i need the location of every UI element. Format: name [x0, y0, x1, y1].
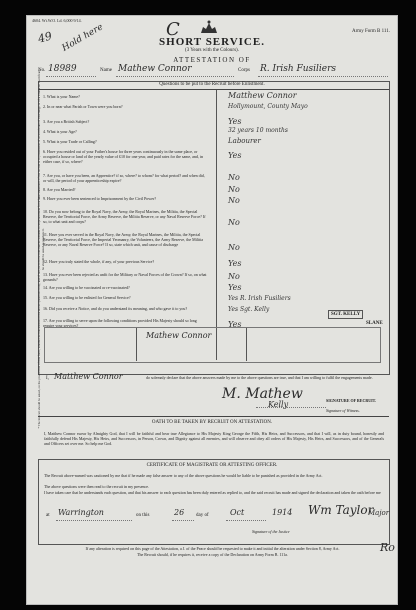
no-value: 18989: [48, 64, 77, 74]
question-6: 6. Have you resided out of your Father's house for three years continuously in the same place, or occupied a house or land of the yearly value of £10 for one year, and paid rates for the same, and, in either case, if so, where?: [43, 149, 204, 164]
answer-7: No: [228, 173, 240, 182]
declaration-name: Matthew Connor: [54, 372, 123, 381]
answer-2: Hollymount, County Mayo: [228, 103, 308, 110]
year-value: 1914: [272, 508, 293, 517]
question-12: 12. Have you truly stated the whole, if any, of your previous Service?: [43, 259, 155, 264]
on-label: on this: [136, 513, 150, 518]
name-value: Mathew Connor: [118, 64, 192, 74]
question-14: 14. Are you willing to be vaccinated or re-vaccinated?: [43, 285, 130, 290]
justice-signature-label: Signature of the Justice: [252, 529, 290, 534]
month-value: Oct: [230, 508, 245, 517]
declaration-intro: I,: [46, 376, 49, 381]
question-5: 5. What is your Trade or Calling?: [43, 139, 97, 144]
question-9: 9. Have you ever been sentenced to Imprisonment by the Civil Power?: [43, 196, 157, 201]
answer-5: Labourer: [228, 137, 261, 145]
handwritten-code: 49: [36, 29, 54, 46]
footer-line-2: The Recruit should, if he requires it, receive a copy of the Declaration on Army Form B. 111a.: [137, 552, 288, 557]
question-15: 15. Are you willing to be enlisted for General Service?: [43, 295, 131, 300]
place-value: Warrington: [58, 508, 104, 517]
question-1: 1. What is your Name?: [43, 94, 80, 99]
recruiter-stamp-town: SLANE: [366, 321, 383, 326]
recruiter-stamp: SGT. KELLY: [328, 310, 363, 319]
answer-17: Yes: [228, 320, 242, 329]
day-value: 26: [174, 508, 185, 517]
corps-value: R. Irish Fusiliers: [260, 64, 337, 74]
declaration-text: do solemnly declare that the above answers made by me to the above questions are true, and that I am willing to fulfil the engagements made.: [146, 375, 373, 380]
recruit-signature: M. Mathew: [222, 386, 303, 402]
answer-1: Matthew Connor: [228, 91, 297, 100]
attestation-heading: ATTESTATION OF: [173, 56, 251, 64]
handwritten-note: Hold here: [60, 22, 105, 54]
question-11: 11. Have you ever served in the Royal Navy, the Army, the Royal Marines, the Militia, the Special Reserve, the Territorial Force, the Imperial Yeomanry, the Volunteers, the Army Reserve, the Militia Reserve, or any Naval Reserve Force? If so, state which unit, and cause of discharge: [43, 232, 203, 247]
no-label: No.: [38, 68, 46, 73]
question-8: 8. Are you Married?: [43, 187, 76, 192]
side-note: * The Recruit should be asked, on the production of this form, whether he has answered the above questions truly, and if not, he is to be told that he is liable to imprisonment for a false statement. If the recruit is in possession of a Certificate of Discharge or of a Character Certificate he should be asked to produce it.: [37, 69, 45, 429]
answer-8: No: [228, 185, 240, 194]
handwritten-letter: C: [166, 19, 180, 40]
question-17: 17. Are you willing to serve upon the following conditions provided His Majesty should so long require your services?: [43, 318, 197, 328]
certificate-heading: CERTIFICATE OF MAGISTRATE OR ATTESTING OFFICER.: [146, 463, 278, 468]
question-2: 2. In or near what Parish or Town were you born?: [43, 104, 123, 109]
question-16: 16. Did you receive a Notice, and do you understand its meaning, and who gave it to you?: [43, 306, 188, 311]
question-3: 3. Are you a British Subject?: [43, 119, 90, 124]
print-code: 4604. Wt.W.O. Ld. 6,000 9/14.: [32, 18, 82, 23]
certificate-box: [38, 459, 390, 545]
conditions-box: [44, 327, 381, 363]
answer-3: Yes: [228, 117, 242, 126]
answer-6: Yes: [228, 151, 242, 160]
royal-crest-icon: [198, 19, 220, 35]
answer-12: Yes: [228, 259, 242, 268]
footer-line-1: If any alteration is required on this page of the Attestation, a J. of the Peace should be requested to make it and initial the alteration under Section 8, Army Act.: [85, 546, 340, 551]
attestation-form: [26, 15, 398, 605]
question-4: 4. What is your Age?: [43, 129, 77, 134]
witness-signature: Kelly: [268, 400, 289, 409]
oath-heading: OATH TO BE TAKEN BY RECRUIT ON ATTESTATION.: [151, 420, 273, 425]
form-subtitle: (3 Years with the Colours).: [185, 48, 239, 53]
certificate-p3: I have taken care that he understands each question, and that his answer to each question has been duly entered as replied to, and the said recruit has made and signed the declaration and taken the oath before me: [44, 490, 381, 495]
question-7: 7. Are you, or have you been, an Apprentice? if so, where? to whom? for what period? and when did, or will, the period of your apprenticeship expire?: [43, 173, 205, 183]
conditions-handwriting: Mathew Connor: [146, 331, 212, 340]
signature-witness-label: Signature of Witness.: [326, 408, 360, 413]
justice-rank: Major: [368, 509, 390, 517]
answer-14: Yes: [228, 283, 242, 292]
at-label: at: [46, 513, 50, 518]
signature-recruit-label: SIGNATURE OF RECRUIT.: [326, 398, 377, 403]
oath-text: I, Matthew Connor swear by Almighty God, that I will be faithful and bear true Allegiance to His Majesty King George the Fifth, His Heirs, and Successors, and that I will, as in duty bound, honestly and faithfully defend His Majesty, His Heirs, and Successors, in Person, Crown, and Dignity against all enemies, and will observe and obey all orders of His Majesty, His Heirs, and Successors, and of the Generals and Officers set over me. So help me God.: [44, 431, 384, 446]
answer-15: Yes R. Irish Fusiliers: [228, 295, 291, 302]
corner-mark: Ro: [380, 541, 395, 554]
answer-16: Yes Sgt. Kelly: [228, 306, 270, 313]
form-number: Army Form B 111.: [352, 29, 390, 34]
answer-9: No: [228, 196, 240, 205]
answer-4: 32 years 10 months: [228, 127, 288, 134]
question-10: 10. Do you now belong to the Royal Navy, the Army, the Royal Marines, the Militia, the Special Reserve, the Territorial Force, the Army Reserve, the Militia Reserve, or any Naval Reserve Force? If so, to what unit and corps?: [43, 209, 206, 224]
question-13: 13. Have you ever been rejected as unfit for the Military or Naval Forces of the Crown? If so, on what grounds?: [43, 272, 207, 282]
corps-label: Corps: [238, 68, 250, 73]
answer-10: No: [228, 218, 240, 227]
answer-13: No: [228, 272, 240, 281]
name-label: Name: [100, 68, 112, 73]
day-label: day of: [196, 513, 209, 518]
certificate-p2: The above questions were then read to the recruit in my presence.: [44, 484, 150, 489]
form-title: SHORT SERVICE.: [159, 36, 265, 48]
questions-heading: Questions to be put to the Recruit before Enlistment.: [159, 82, 265, 87]
certificate-p1: The Recruit above-named was cautioned by me that if he made any false answer to any of the above questions he would be liable to be punished as provided in the Army Act.: [44, 473, 323, 478]
justice-signature: Wm Taylor: [308, 503, 374, 517]
answer-11: No: [228, 243, 240, 252]
